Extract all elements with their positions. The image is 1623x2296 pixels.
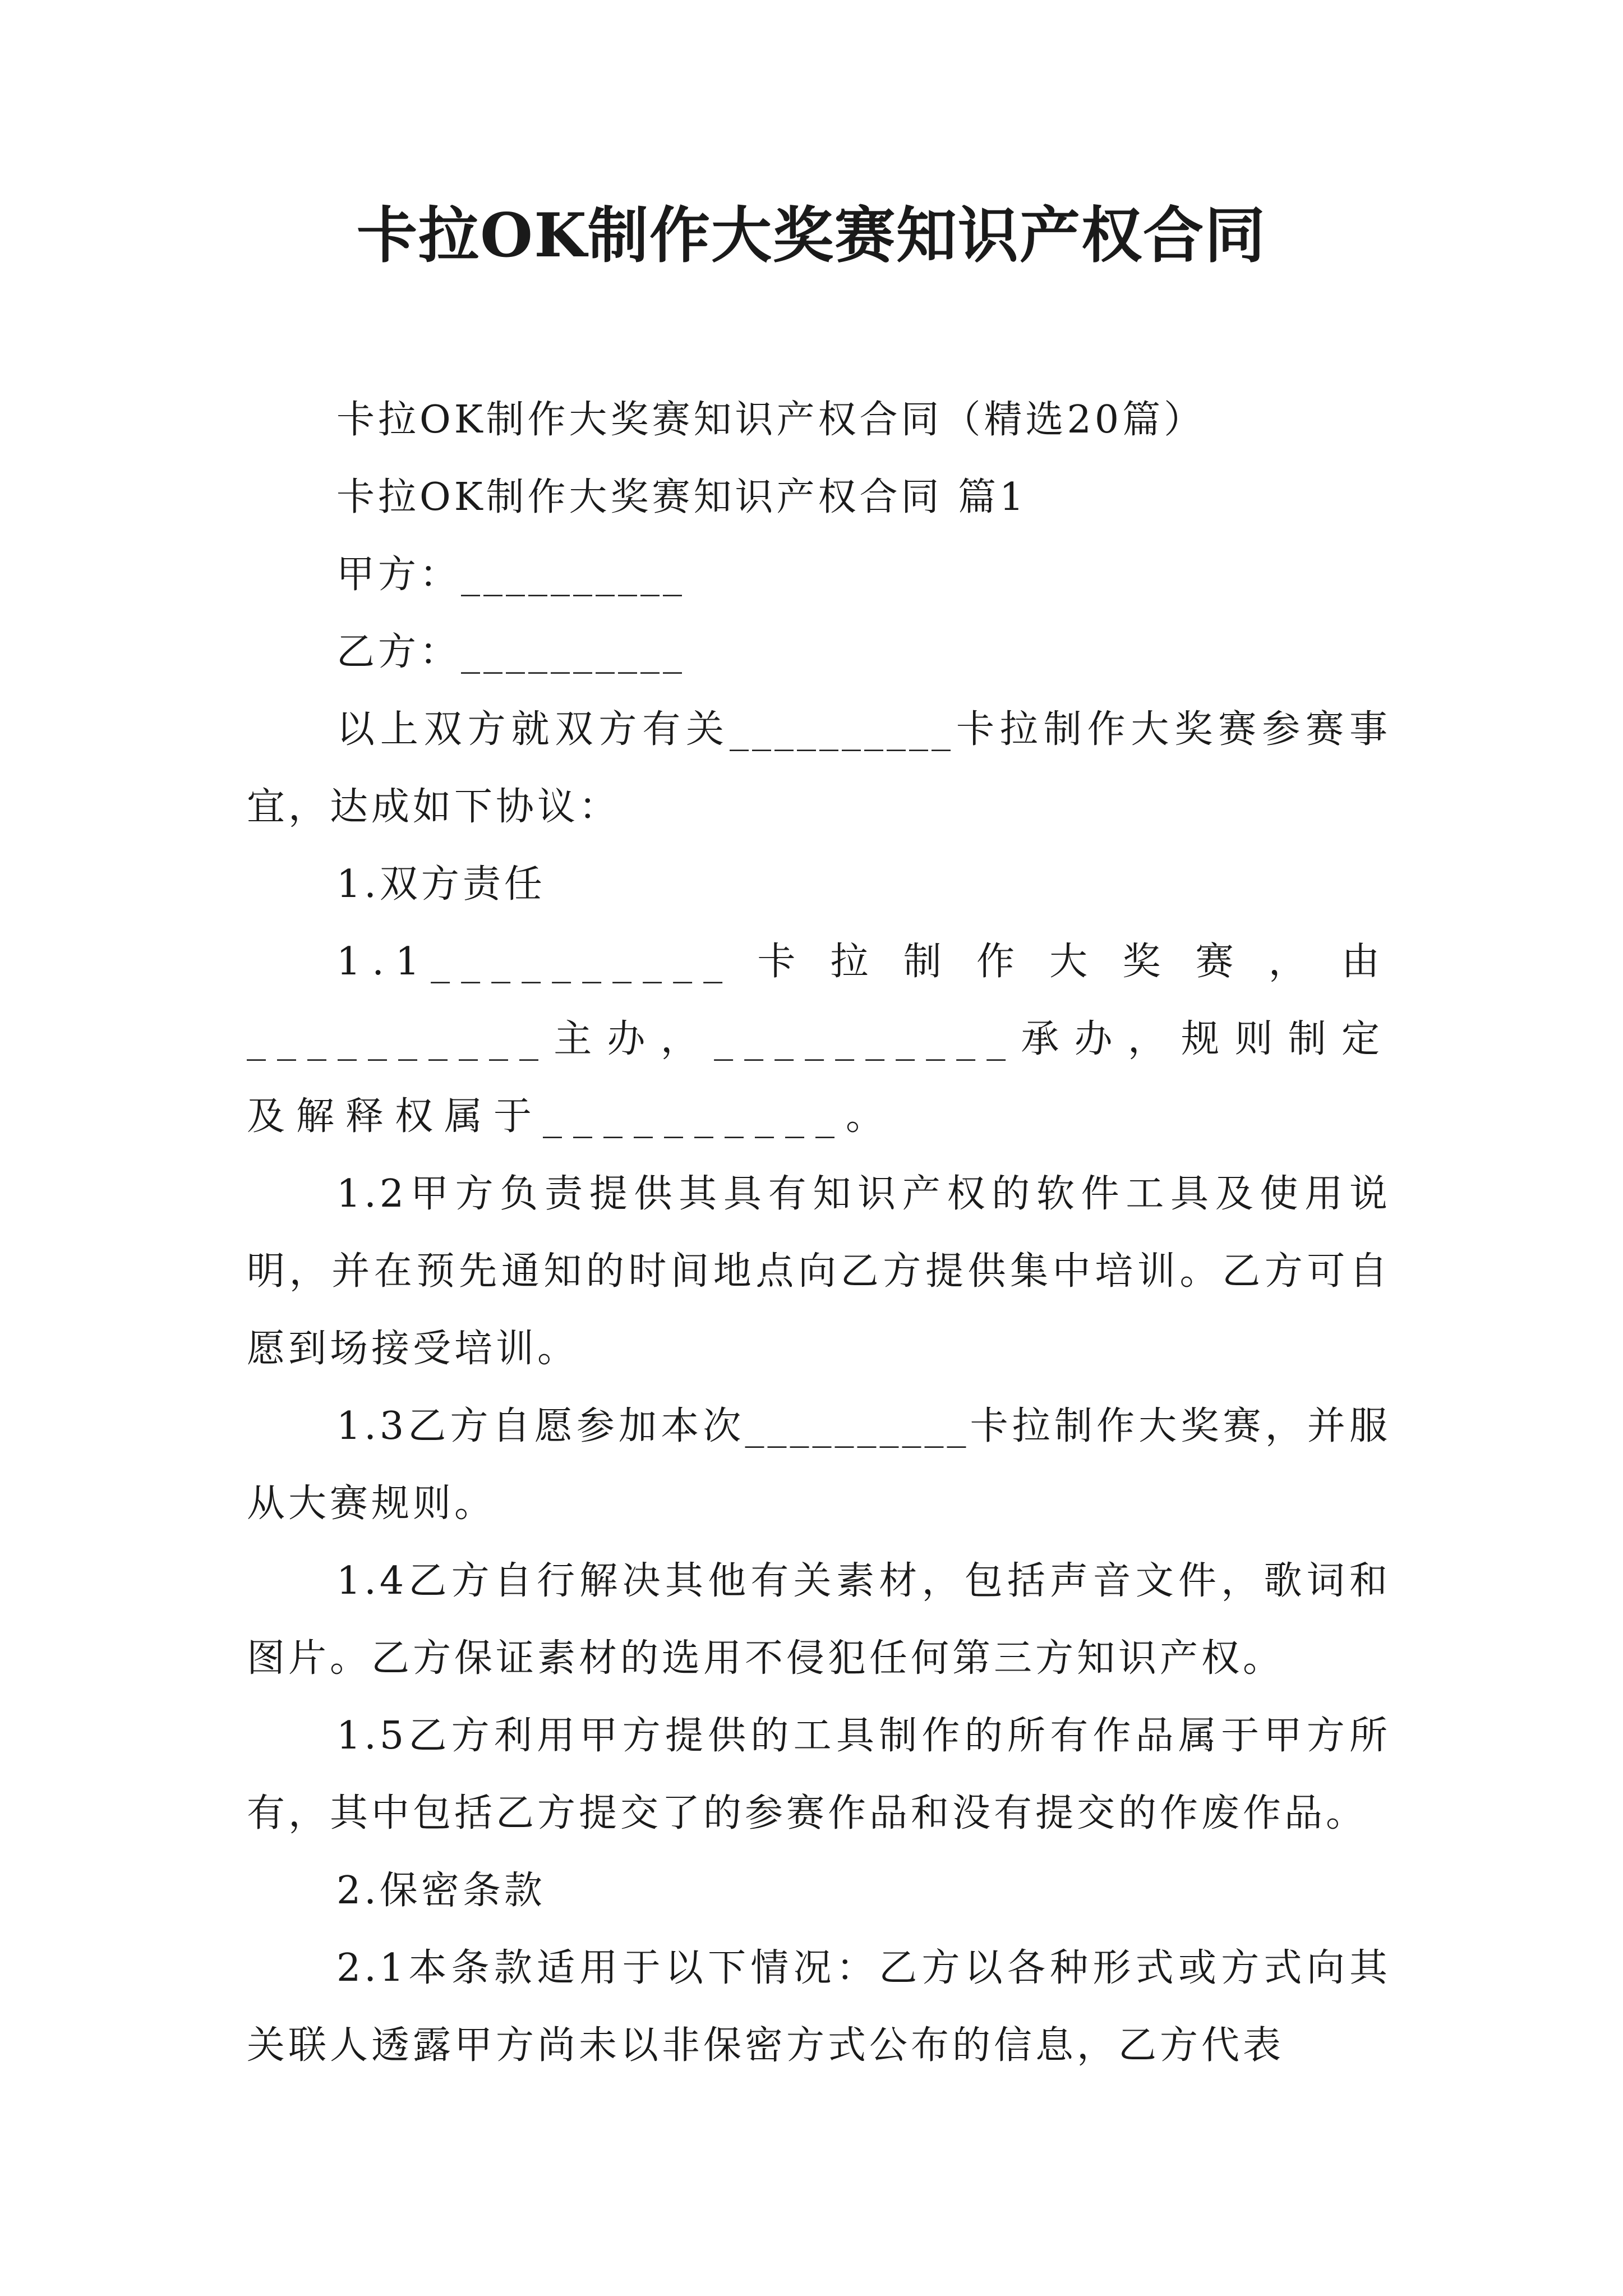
paragraph-clause-1-4: 1.4乙方自行解决其他有关素材，包括声音文件，歌词和图片。乙方保证素材的选用不侵犯任何第三方知识产权。 bbox=[247, 1559, 1391, 1681]
paragraph-clause-1-3: 1.3乙方自愿参加本次__________卡拉制作大奖赛，并服从大赛规则。 bbox=[247, 1404, 1391, 1526]
document-title: 卡拉OK制作大奖赛知识产权合同 bbox=[357, 200, 1266, 271]
paragraph-intro: 以上双方就双方有关__________卡拉制作大奖赛参赛事宜，达成如下协议： bbox=[247, 707, 1391, 829]
paragraph-clause-2-1: 2.1本条款适用于以下情况：乙方以各种形式或方式向其关联人透露甲方尚未以非保密方式公布的信息，乙方代表 bbox=[247, 1946, 1391, 2068]
document-body bbox=[247, 381, 1391, 2085]
paragraph-party-b: 乙方：__________ bbox=[336, 630, 686, 674]
paragraph-subtitle: 卡拉OK制作大奖赛知识产权合同（精选20篇） bbox=[336, 398, 1206, 442]
paragraph-heading-responsibilities: 1.双方责任 bbox=[336, 862, 546, 907]
paragraph-heading-confidentiality: 2.保密条款 bbox=[336, 1869, 546, 1913]
paragraph-clause-1-2: 1.2甲方负责提供其具有知识产权的软件工具及使用说明，并在预先通知的时间地点向乙方提供集中培训。乙方可自愿到场接受培训。 bbox=[247, 1172, 1391, 1371]
paragraph-party-a: 甲方：__________ bbox=[336, 553, 686, 597]
paragraph-clause-1-5: 1.5乙方利用甲方提供的工具制作的所有作品属于甲方所有，其中包括乙方提交了的参赛作品和没有提交的作废作品。 bbox=[247, 1714, 1391, 1835]
paragraph-section-heading: 卡拉OK制作大奖赛知识产权合同 篇1 bbox=[336, 475, 1027, 519]
paragraph-clause-1-1: 1.1__________卡拉制作大奖赛，由__________主办，__________承办，规则制定及解释权属于__________。 bbox=[247, 940, 1391, 1139]
